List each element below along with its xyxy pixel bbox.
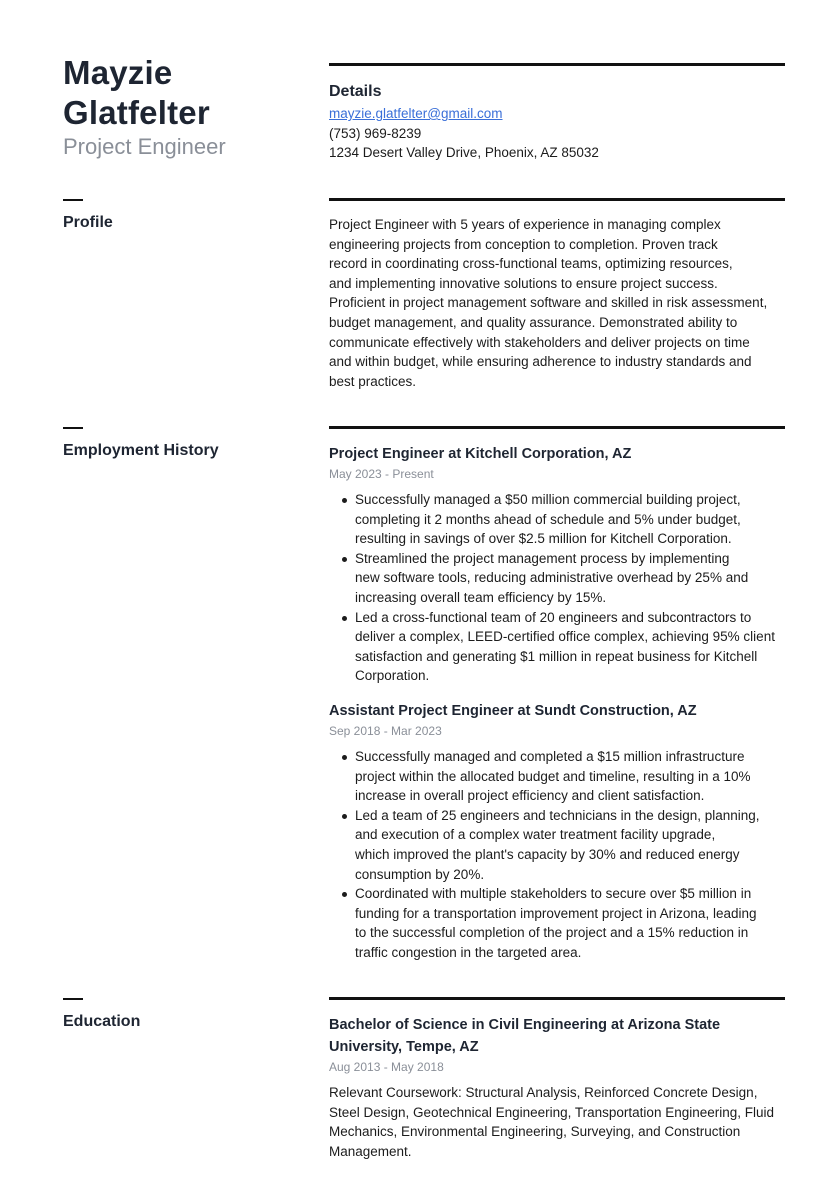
profile-line: and implementing innovative solutions to ensure project success.: [329, 275, 718, 291]
details-heading: Details: [329, 83, 382, 100]
details-divider: [329, 63, 785, 66]
list-item: Led a cross-functional team of 20 engineers and subcontractors to deliver a complex, LEED-certified office complex, achieving 95% client satisfaction and generating $1 million in repeat business for Kitchell Corporation.: [329, 608, 785, 686]
list-item: Successfully managed and completed a $15 million infrastructure project within the allocated budget and timeline, resulting in a 10% increase in overall project efficiency and client satisfaction.: [329, 747, 785, 806]
education-dates: Aug 2013 - May 2018: [329, 1060, 444, 1074]
profile-line: best practices.: [329, 373, 417, 389]
profile-line: Proficient in project management software and skilled in risk assessment,: [329, 295, 768, 311]
bullet-icon: [342, 616, 347, 621]
profile-line: Project Engineer with 5 years of experience in managing complex: [329, 217, 721, 232]
profile-line: record in coordinating cross-functional teams, optimizing resources,: [329, 256, 733, 272]
bullet-icon: [342, 755, 347, 760]
job-achievements: [329, 747, 785, 963]
job-achievements: [329, 490, 785, 686]
education-divider: [329, 997, 785, 1000]
bullet-icon: [342, 892, 347, 897]
coursework: Relevant Coursework: Structural Analysis, Reinforced Concrete Design, Steel Design, Geotechnical Engineering, Transportation Engineering, Fluid Mechanics, Environmental Engineering, Surveying, and Construction Management.: [329, 1085, 775, 1159]
degree-title: Bachelor of Science in Civil Engineering at Arizona State University, Tempe, AZ: [329, 1017, 721, 1055]
profile-line: budget management, and quality assurance. Demonstrated ability to: [329, 314, 738, 330]
employment-dash: [63, 427, 83, 429]
list-item: Successfully managed a $50 million commercial building project, completing it 2 months ahead of schedule and 5% under budget, resulting in savings of over $2.5 million for Kitchell Corporation.: [329, 490, 785, 549]
profile-heading: Profile: [63, 214, 113, 231]
bullet-icon: [342, 498, 347, 503]
profile-summary: [329, 215, 785, 391]
candidate-job-title: Project Engineer: [63, 134, 226, 159]
job-entry: [329, 700, 785, 963]
bullet-icon: [342, 814, 347, 819]
candidate-name: [63, 53, 303, 133]
name-last: Glatfelter: [63, 94, 210, 131]
phone-number: (753) 969-8239: [329, 125, 422, 141]
job-dates: May 2023 - Present: [329, 467, 434, 481]
job-dates: Sep 2018 - Mar 2023: [329, 724, 442, 738]
email-link[interactable]: mayzie.glatfelter@gmail.com: [329, 106, 503, 121]
profile-line: and within budget, while ensuring adherence to industry standards and: [329, 354, 752, 370]
list-item: Streamlined the project management process by implementing new software tools, reducing administrative overhead by 25% and increasing overall team efficiency by 15%.: [329, 549, 785, 608]
job-title: Assistant Project Engineer at Sundt Construction, AZ: [329, 703, 697, 719]
details-section: [329, 81, 785, 163]
job-title: Project Engineer at Kitchell Corporation, AZ: [329, 446, 632, 462]
employment-divider: [329, 426, 785, 429]
name-first: Mayzie: [63, 54, 173, 91]
bullet-icon: [342, 557, 347, 562]
education-entry: [329, 1014, 785, 1161]
profile-line: communicate effectively with stakeholders and deliver projects on time: [329, 334, 750, 350]
education-dash: [63, 998, 83, 1000]
education-heading: Education: [63, 1013, 141, 1030]
address: 1234 Desert Valley Drive, Phoenix, AZ 85032: [329, 145, 599, 161]
job-entry: [329, 443, 785, 686]
list-item: Coordinated with multiple stakeholders to secure over $5 million in funding for a transportation improvement project in Arizona, leading to the successful completion of the project and a 15% reduction in traffic congestion in the targeted area.: [329, 884, 785, 962]
profile-dash: [63, 199, 83, 201]
list-item: Led a team of 25 engineers and technicians in the design, planning, and execution of a complex water treatment facility upgrade, which improved the plant's capacity by 30% and reduced energy consumption by 20%.: [329, 806, 785, 884]
profile-line: engineering projects from conception to completion. Proven track: [329, 236, 718, 252]
profile-divider: [329, 198, 785, 201]
employment-heading: Employment History: [63, 442, 219, 459]
